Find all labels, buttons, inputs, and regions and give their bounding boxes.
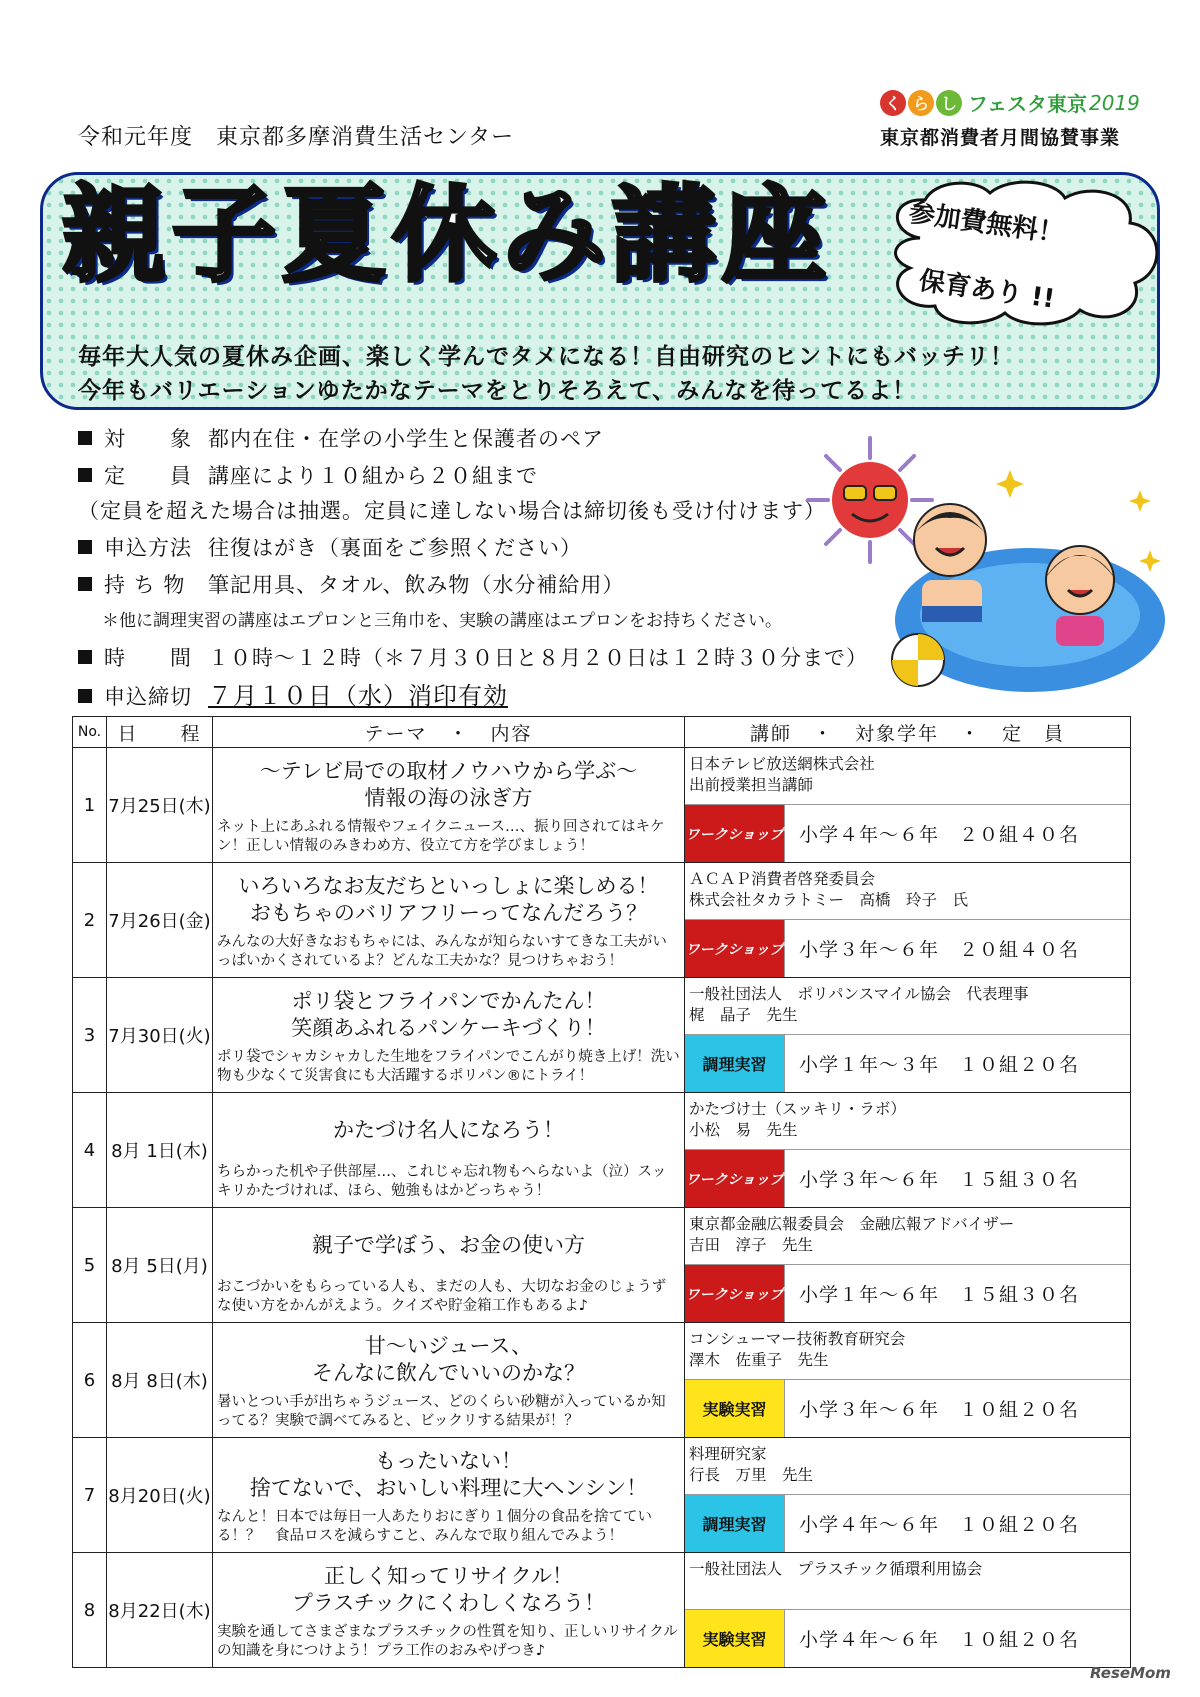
lecturer-line-1: 一般社団法人 プラスチック循環利用協会 (689, 1560, 983, 1578)
row-no: 6 (73, 1323, 107, 1438)
row-no: 3 (73, 978, 107, 1093)
row-date: 8月22日(木) (107, 1553, 213, 1668)
theme-title-line-1: ～テレビ局での取材ノウハウから学ぶ～ (259, 758, 638, 783)
grade-capacity: 小学３年～６年 １０組２０名 (799, 1399, 1080, 1421)
theme-description: ちらかった机や子供部屋…、これじゃ忘れ物もへらないよ（泣）スッキリかたづければ、ほら、勉強もはかどっちゃう！ (217, 1164, 667, 1200)
theme-title-line-2: おもちゃのバリアフリーってなんだろう？ (249, 901, 648, 926)
info-target (78, 423, 604, 453)
table-header-row (73, 717, 1131, 748)
theme-title-line-1: 甘～いジュース、 (364, 1333, 533, 1358)
fest-logo-char-3: し (936, 90, 962, 116)
fest-subtitle: 東京都消費者月間協賛事業 (880, 127, 1121, 149)
capacity-note: （定員を超えた場合は抽選。定員に達しない場合は締切後も受け付けます） (78, 499, 826, 523)
grade-capacity: 小学３年～６年 １５組３０名 (799, 1169, 1080, 1191)
info-time (78, 642, 868, 672)
theme-title-line-2: 笑顔あふれるパンケーキづくり！ (291, 1016, 606, 1041)
theme-title-line-1: 親子で学ぼう、お金の使い方 (312, 1232, 585, 1257)
row-no: 7 (73, 1438, 107, 1553)
lecturer-line-2: 小松 易 先生 (689, 1120, 798, 1139)
row-date: 8月20日(火) (107, 1438, 213, 1553)
lecturer-line-2: 出前授業担当講師 (689, 775, 814, 794)
row-lecturer (685, 748, 1131, 863)
theme-title (213, 1208, 684, 1278)
theme-title (213, 978, 684, 1048)
info-value: １０時～１２時（＊７月３０日と８月２０日は１２時３０分まで） (208, 646, 868, 670)
format-badge: 調理実習 (685, 1035, 785, 1092)
bullet-square-icon (78, 577, 92, 591)
fest-logo-char-1: く (880, 90, 906, 116)
table-row (73, 748, 1131, 863)
bullet-square-icon (78, 689, 92, 703)
watermark: ReseMom (1090, 1664, 1171, 1682)
deadline-value: ７月１０日（水）消印有効 (208, 682, 508, 710)
info-label: 対 象 (104, 427, 192, 451)
row-no: 1 (73, 748, 107, 863)
row-theme (213, 748, 685, 863)
info-items (78, 569, 624, 599)
header-theme: テーマ ・ 内容 (213, 717, 685, 748)
fest-logo-char-2: ら (908, 90, 934, 116)
theme-title-line-2: 捨てないで、おいしい料理に大ヘンシン！ (249, 1476, 648, 1501)
grade-capacity: 小学４年～６年 ２０組４０名 (799, 824, 1080, 846)
info-label: 申込締切 (104, 685, 192, 709)
row-no: 4 (73, 1093, 107, 1208)
lead-line-1: 毎年大人気の夏休み企画、楽しく学んでタメになる！自由研究のヒントにもバッチリ！ (78, 344, 1014, 370)
lecturer-line-1: かたづけ士（スッキリ・ラボ） (689, 1100, 906, 1118)
row-date: 7月25日(木) (107, 748, 213, 863)
lecturer-name (685, 1208, 1130, 1264)
header-date: 日 程 (107, 717, 213, 748)
theme-title (213, 1093, 684, 1163)
theme-title-line-1: ポリ袋とフライパンでかんたん！ (291, 988, 606, 1013)
row-theme (213, 863, 685, 978)
header-lecturer: 講師 ・ 対象学年 ・ 定 員 (685, 717, 1131, 748)
row-no: 2 (73, 863, 107, 978)
row-no: 5 (73, 1208, 107, 1323)
theme-title-line-1: いろいろなお友だちといっしょに楽しめる！ (238, 873, 659, 898)
lecturer-line-2: 株式会社タカラトミー 高橋 玲子 氏 (689, 890, 969, 909)
row-lecturer (685, 1323, 1131, 1438)
format-badge: 実験実習 (685, 1610, 785, 1667)
grade-capacity: 小学４年～６年 １０組２０名 (799, 1629, 1080, 1651)
row-lecturer (685, 978, 1131, 1093)
page-title: 親子夏休み講座 (62, 174, 833, 296)
row-theme (213, 1553, 685, 1668)
format-badge: 調理実習 (685, 1495, 785, 1552)
grade-capacity: 小学１年～６年 １５組３０名 (799, 1284, 1080, 1306)
free-fee-text: 参加費無料！ (906, 197, 1066, 250)
theme-description: 実験を通してさまざまなプラスチックの性質を知り、正しいリサイクルの知識を身につけよう！プラ工作のおみやげつき♪ (217, 1624, 678, 1660)
lecturer-line-2: 梶 晶子 先生 (689, 1005, 798, 1024)
row-theme (213, 1093, 685, 1208)
table-row (73, 1323, 1131, 1438)
fest-name: フェスタ東京 (968, 92, 1087, 116)
bullet-square-icon (78, 540, 92, 554)
theme-title (213, 863, 684, 933)
lecturer-line-1: 料理研究家 (689, 1445, 767, 1463)
fest-logo (880, 88, 1140, 163)
lecturer-name (685, 1323, 1130, 1379)
grade-capacity: 小学１年～３年 １０組２０名 (799, 1054, 1080, 1076)
theme-title-line-2: プラスチックにくわしくなろう！ (291, 1591, 606, 1616)
info-method (78, 532, 582, 562)
items-note: ＊他に調理実習の講座はエプロンと三角巾を、実験の講座はエプロンをお持ちください。 (102, 611, 782, 631)
bullet-square-icon (78, 431, 92, 445)
info-label: 定 員 (104, 464, 192, 488)
format-badge: ワークショップ (685, 1150, 785, 1207)
header-no: No. (73, 717, 107, 748)
bullet-square-icon (78, 650, 92, 664)
row-lecturer (685, 1208, 1131, 1323)
info-label: 時 間 (104, 646, 192, 670)
theme-title (213, 1553, 684, 1623)
row-date: 8月 5日(月) (107, 1208, 213, 1323)
theme-title-line-1: もったいない！ (375, 1448, 522, 1473)
row-date: 7月30日(火) (107, 978, 213, 1093)
row-theme (213, 1208, 685, 1323)
lecturer-line-1: 一般社団法人 ポリパンスマイル協会 代表理事 (689, 985, 1029, 1003)
theme-title-line-1: かたづけ名人になろう！ (333, 1117, 564, 1142)
lecturer-name (685, 863, 1130, 919)
theme-title-line-2: 情報の海の泳ぎ方 (364, 786, 533, 811)
row-lecturer (685, 1553, 1131, 1668)
table-row (73, 1438, 1131, 1553)
table-row (73, 1093, 1131, 1208)
row-lecturer (685, 863, 1131, 978)
lecturer-line-1: 日本テレビ放送網株式会社 (689, 755, 875, 773)
lecturer-line-1: 東京都金融広報委員会 金融広報アドバイザー (689, 1215, 1015, 1233)
lecturer-name (685, 1093, 1130, 1149)
lecturer-line-2: 澤木 佐重子 先生 (689, 1350, 829, 1369)
theme-description: 暑いとつい手が出ちゃうジュース、どのくらい砂糖が入っているか知ってる？実験で調べてみると、ビックリする結果が！？ (217, 1394, 666, 1430)
theme-description: みんなの大好きなおもちゃには、みんなが知らないすてきな工夫がいっぱいかくされているよ？どんな工夫かな？見つけちゃおう！ (217, 934, 667, 970)
theme-title-line-2: そんなに飲んでいいのかな？ (312, 1361, 585, 1386)
info-value: 都内在住・在学の小学生と保護者のペア (208, 427, 604, 451)
row-date: 7月26日(金) (107, 863, 213, 978)
beach-ball-icon (892, 634, 944, 686)
organizer-text: 令和元年度 東京都多摩消費生活センター (78, 125, 515, 150)
lecturer-name (685, 748, 1130, 804)
theme-description: なんと！日本では毎日一人あたりおにぎり１個分の食品を捨てている！？ 食品ロスを減らすこと、みんなで取り組んでみよう！ (217, 1509, 652, 1545)
info-deadline (78, 676, 508, 711)
table-row (73, 1208, 1131, 1323)
row-theme (213, 978, 685, 1093)
format-badge: 実験実習 (685, 1380, 785, 1437)
theme-title-line-1: 正しく知ってリサイクル！ (323, 1563, 574, 1588)
format-badge: ワークショップ (685, 920, 785, 977)
row-lecturer (685, 1438, 1131, 1553)
row-theme (213, 1438, 685, 1553)
grade-capacity: 小学３年～６年 ２０組４０名 (799, 939, 1080, 961)
table-row (73, 863, 1131, 978)
lead-line-2: 今年もバリエーションゆたかなテーマをとりそろえて、みんなを待ってるよ！ (78, 378, 917, 404)
bullet-square-icon (78, 468, 92, 482)
row-date: 8月 8日(木) (107, 1323, 213, 1438)
info-label: 持 ち 物 (104, 573, 186, 597)
grade-capacity: 小学４年～６年 １０組２０名 (799, 1514, 1080, 1536)
info-capacity (78, 460, 538, 490)
row-no: 8 (73, 1553, 107, 1668)
info-value: 講座により１０組から２０組まで (208, 464, 538, 488)
theme-title (213, 748, 684, 818)
format-badge: ワークショップ (685, 1265, 785, 1322)
row-lecturer (685, 1093, 1131, 1208)
table-row (73, 978, 1131, 1093)
table-row (73, 1553, 1131, 1668)
lecturer-name (685, 1438, 1130, 1494)
info-label: 申込方法 (104, 536, 192, 560)
schedule-table (72, 716, 1131, 1668)
lecturer-name (685, 978, 1130, 1034)
theme-title (213, 1438, 684, 1508)
theme-title (213, 1323, 684, 1393)
fest-year: 2019 (1089, 90, 1140, 115)
theme-description: おこづかいをもらっている人も、まだの人も、大切なお金のじょうずな使い方をかんがえよう。クイズや貯金箱工作もあるよ♪ (217, 1279, 667, 1315)
format-badge: ワークショップ (685, 805, 785, 862)
boy-icon (914, 504, 986, 622)
lecturer-line-2: 行長 万里 先生 (689, 1465, 814, 1484)
lecturer-line-1: ＡＣＡＰ消費者啓発委員会 (689, 870, 876, 888)
row-theme (213, 1323, 685, 1438)
childcare-text: 保育あり !! (916, 265, 1057, 315)
lecturer-name (685, 1553, 1130, 1609)
row-date: 8月 1日(木) (107, 1093, 213, 1208)
info-value: 往復はがき（裏面をご参照ください） (208, 536, 582, 560)
summer-kids-illustration (800, 430, 1180, 700)
lecturer-line-2: 吉田 淳子 先生 (689, 1235, 814, 1254)
theme-description: ネット上にあふれる情報やフェイクニュース…、振り回されてはキケン！正しい情報のみきわめ方、役立て方を学びましょう！ (217, 819, 665, 855)
info-value: 筆記用具、タオル、飲み物（水分補給用） (208, 573, 625, 597)
lecturer-line-1: コンシューマー技術教育研究会 (689, 1330, 906, 1348)
theme-description: ポリ袋でシャカシャカした生地をフライパンでこんがり焼き上げ！洗い物も少なくて災害食にも大活躍するポリパン®にトライ！ (217, 1049, 680, 1085)
